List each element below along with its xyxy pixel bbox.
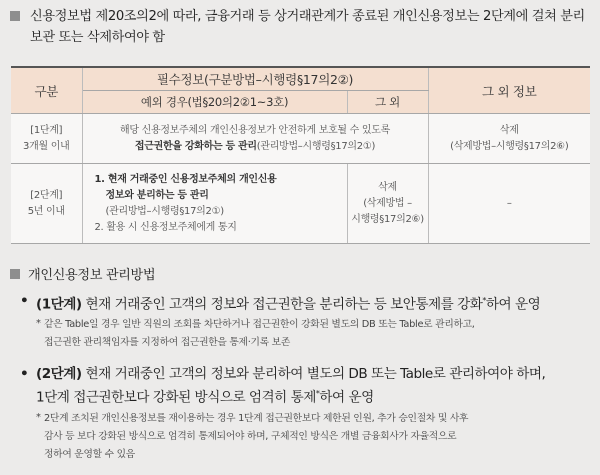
bullet-stage1-main: 현재 거래중인 고객의 정보와 접근권한을 분리하는 등 보안통제를 강화: [85, 296, 483, 313]
stage2-label: [2단계]: [30, 189, 63, 201]
stage2-other-cell: [347, 164, 428, 244]
stage1-other-action: 삭제: [499, 124, 519, 136]
note-stage1-line2: 접근권한 관리책임자를 지정하여 접근권한을 통제·기록 보존: [44, 337, 290, 348]
square-bullet-icon: [10, 11, 20, 21]
footnote-mark: *: [482, 296, 486, 305]
bullet-stage1: [20, 291, 595, 315]
asterisk-icon: *: [36, 318, 41, 329]
stage1-period: 3개월 이내: [23, 140, 70, 152]
footnote-mark: *: [315, 389, 320, 398]
note-stage2: [36, 410, 590, 464]
stage1-other-ref: (삭제방법–시행령§17의2⑥): [450, 140, 569, 152]
bullet-stage2-suffix: 하여 운영: [319, 389, 374, 406]
stage2-other-info-cell: –: [428, 164, 590, 244]
table-row-stage1: [11, 114, 590, 164]
header-other: 그 외: [347, 91, 428, 114]
stage1-required-cell: [82, 114, 428, 164]
bullet-stage2-line1: 현재 거래중인 고객의 정보와 분리하여 별도의 DB 또는 Table로 관리하여야 하며,: [85, 366, 546, 382]
intro-paragraph: [10, 6, 595, 48]
note-stage2-line3: 정하여 운영할 수 있음: [44, 449, 135, 460]
bullet-stage2: [20, 364, 595, 408]
stage2-item1-line1: 1. 현재 거래중인 신용정보주체의 개인신용: [94, 173, 277, 185]
management-heading: [10, 264, 155, 283]
stage2-other-ref1: (삭제방법 –: [363, 197, 412, 209]
stage1-required-ref: (관리방법–시행령§17의2①): [256, 140, 376, 152]
stage2-exception-cell: [82, 164, 347, 244]
note-stage1-line1: 같은 Table일 경우 일반 직원의 조회를 차단하거나 접근권한이 강화된 별도의 DB 또는 Table로 관리하고,: [44, 319, 475, 330]
square-bullet-icon: [10, 269, 20, 279]
stage1-other-info-cell: [428, 114, 590, 164]
stage2-other-action: 삭제: [378, 181, 397, 193]
bullet-stage2-label: (2단계): [36, 366, 82, 382]
stage2-other-ref2: 시행령§17의2⑥): [351, 213, 424, 225]
stage1-required-line1: 해당 신용정보주체의 개인신용정보가 안전하게 보호될 수 있도록: [120, 124, 390, 136]
intro-text: 신용정보법 제20조의2에 따라, 금융거래 등 상거래관계가 종료된 개인신용정보는 2단계에 걸쳐 분리보관 또는 삭제하여야 함: [30, 9, 585, 45]
note-stage2-line2: 감사 등 보다 강화된 방식으로 엄격히 통제되어야 하며, 구체적인 방식은 개별 금융회사가 자율적으로: [44, 431, 457, 442]
bullet-stage1-text: [20, 291, 595, 315]
stage2-item2: 2. 활용 시 신용정보주체에게 통지: [94, 221, 237, 233]
asterisk-icon: *: [36, 412, 41, 423]
note-stage2-line1: 2단계 조치된 개인신용정보를 재이용하는 경우 1단계 접근권한보다 제한된 인원, 추가 승인절차 및 사후: [44, 413, 469, 424]
bullet-stage2-line2: 1단계 접근권한보다 강화된 방식으로 엄격히 통제: [36, 389, 316, 406]
note-stage1: [36, 316, 590, 352]
bullet-dot-icon: •: [20, 366, 29, 382]
header-other-info: 그 외 정보: [428, 67, 590, 114]
bullet-stage1-label: (1단계): [36, 296, 82, 313]
bullet-dot-icon: •: [20, 293, 29, 309]
stage1-required-line2: [93, 139, 418, 155]
stage1-cell: [11, 114, 82, 164]
stage1-label: [1단계]: [30, 124, 63, 136]
table-row-stage2: [11, 164, 590, 244]
header-category: 구분: [11, 67, 82, 114]
header-exception: 예외 경우(법§20의2②1~3호): [82, 91, 347, 114]
bullet-stage1-suffix: 하여 운영: [485, 296, 541, 313]
management-title: 개인신용정보 관리방법: [28, 268, 156, 283]
stage2-item1-ref: (관리방법–시행령§17의2①): [105, 205, 224, 217]
bullet-stage2-text: [20, 364, 595, 408]
stage1-required-bold: 접근권한을 강화하는 등 관리: [134, 140, 257, 152]
stage2-period: 5년 이내: [27, 205, 65, 217]
stage2-item1-line2: 정보와 분리하는 등 관리: [105, 189, 209, 201]
retention-table: [11, 66, 590, 244]
header-required-info: 필수정보(구분방법–시행령§17의2②): [82, 67, 428, 91]
stage2-cell: [11, 164, 82, 244]
